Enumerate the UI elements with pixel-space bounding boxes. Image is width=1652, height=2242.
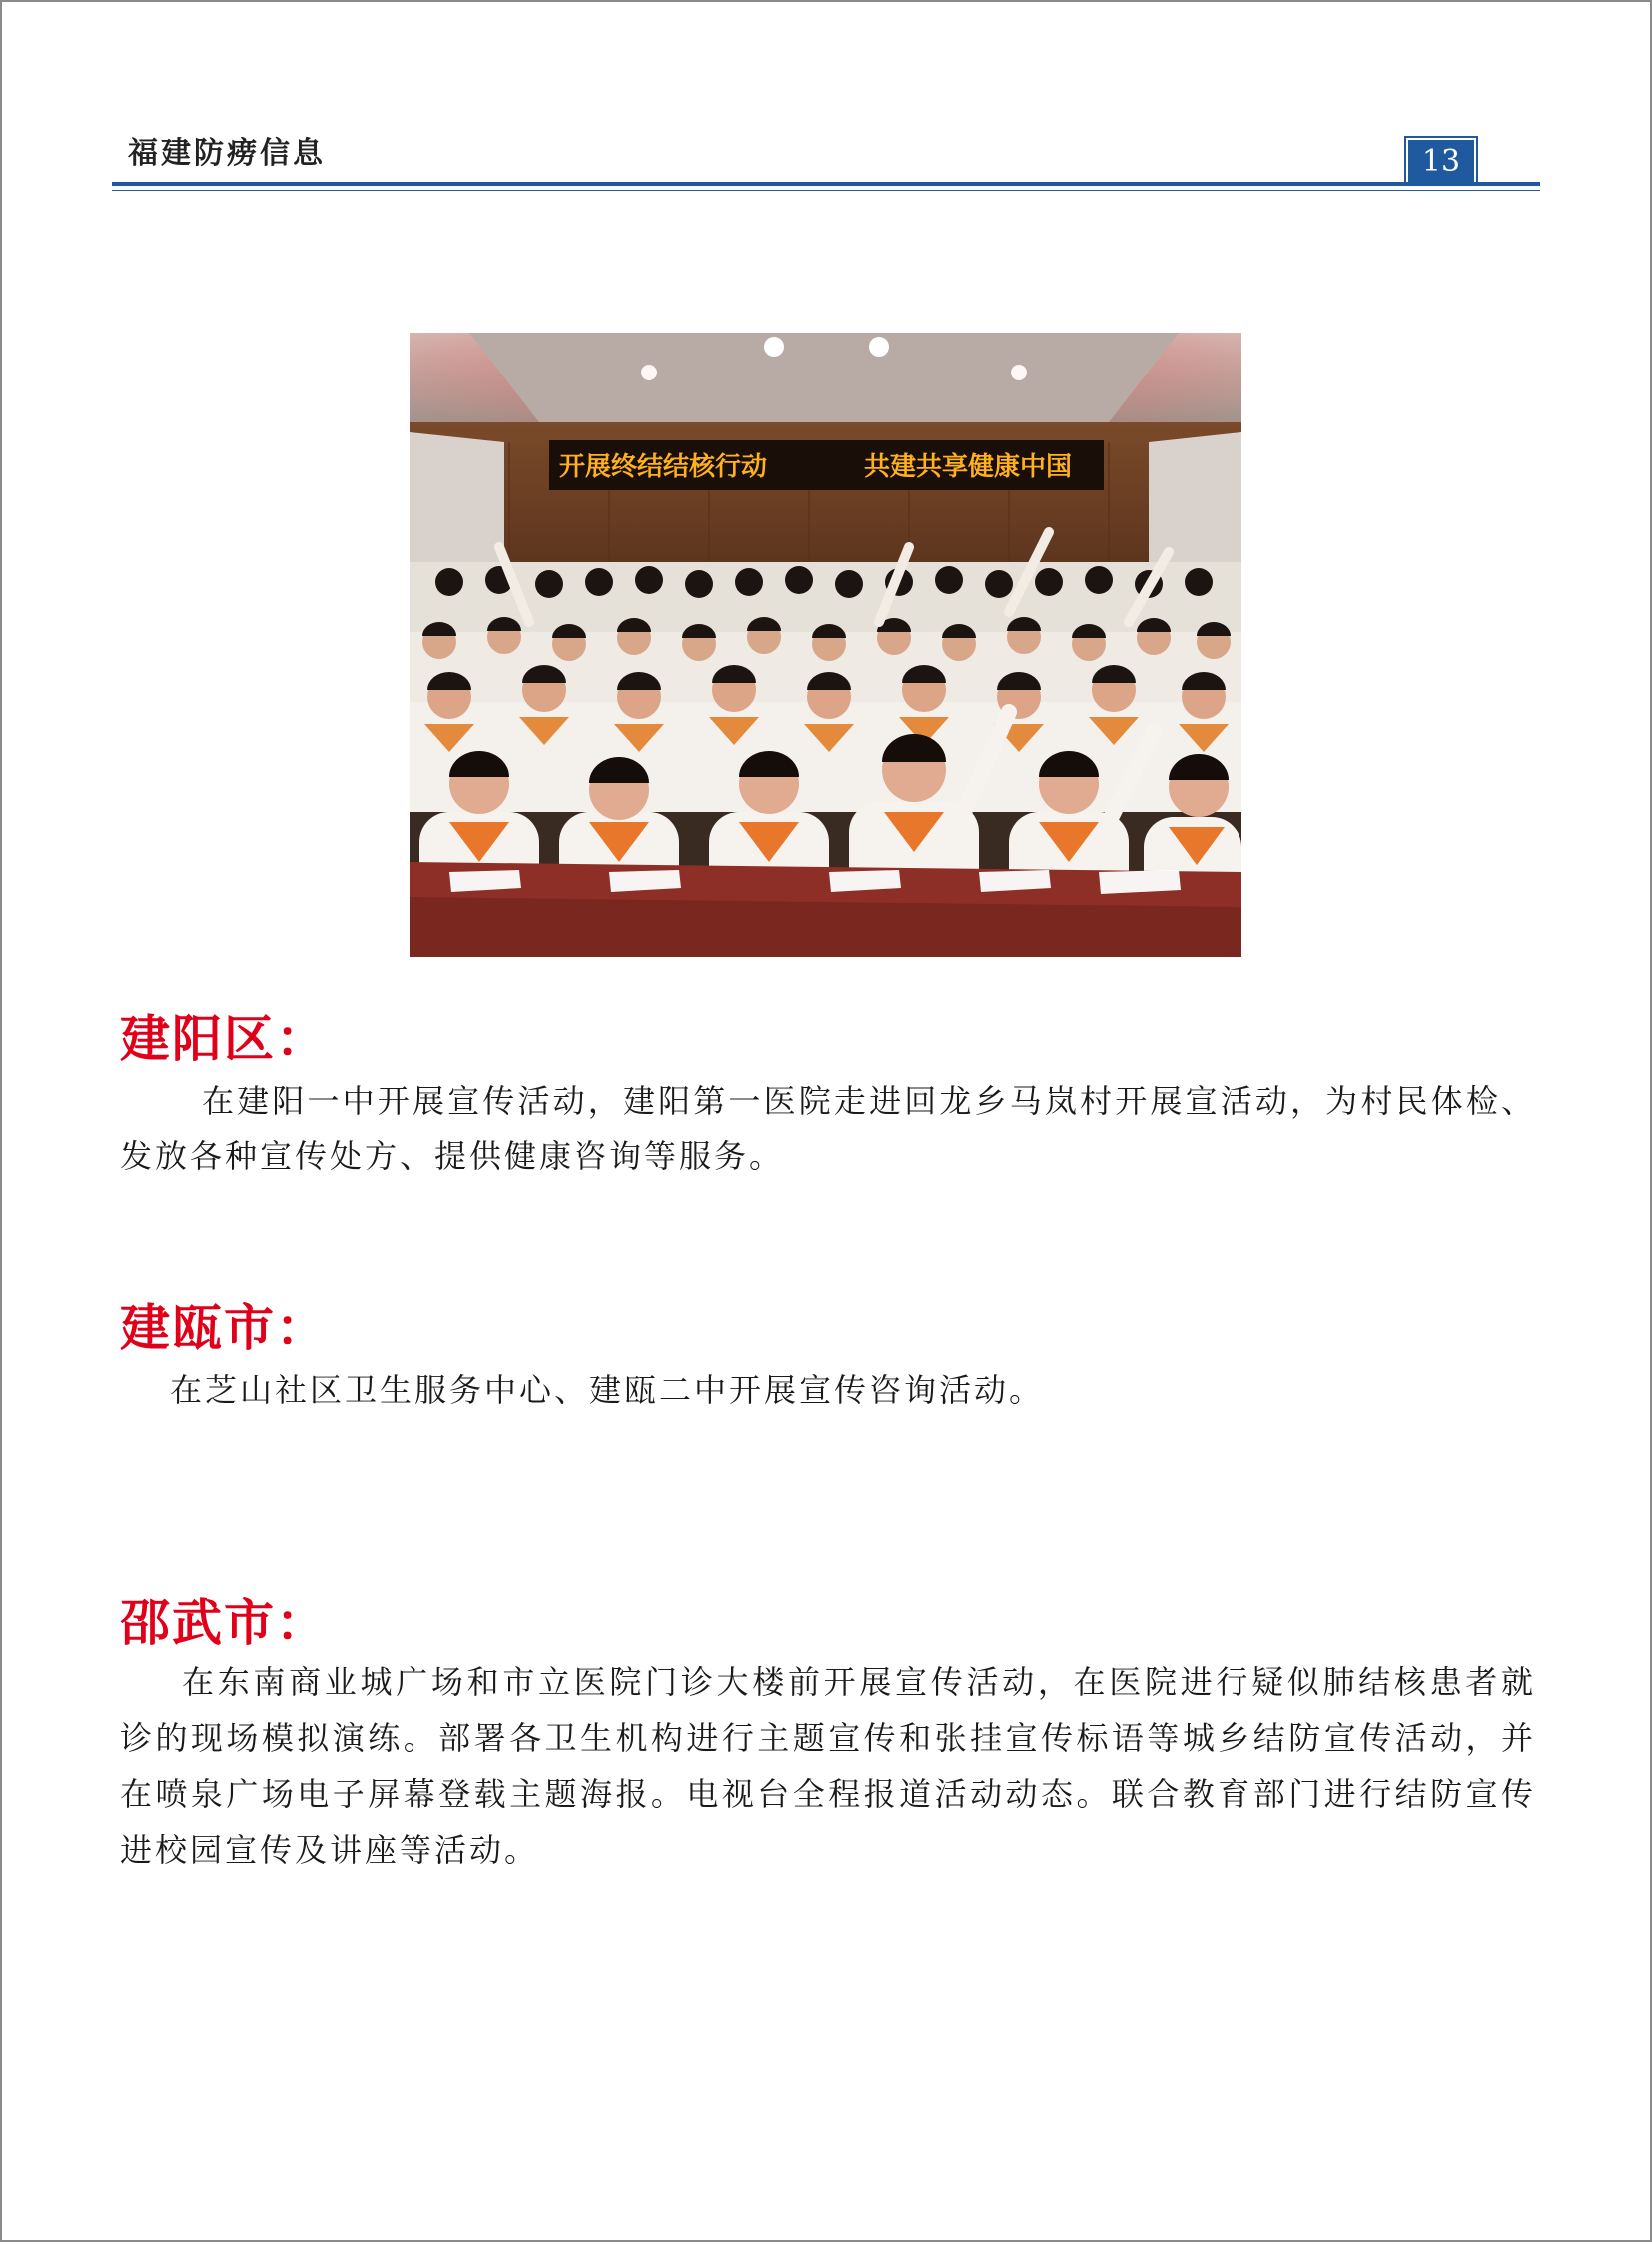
ceiling-light [764,337,784,357]
section-body-jianyang: 在建阳一中开展宣传活动，建阳第一医院走进回龙乡马岚村开展宣活动，为村民体检、发放各种宣传处方、提供健康咨询等服务。 [120,1082,1536,1175]
ceiling-light [1011,365,1027,380]
header-rule [112,182,1540,186]
section-heading-jianyang: 建阳区： [120,1009,328,1068]
page-number: 13 [1406,138,1476,184]
section-heading-shaowu: 邵武市： [120,1593,328,1652]
publication-title: 福建防痨信息 [128,136,326,171]
ceiling-light [641,365,657,380]
section-body-jianou: 在芝山社区卫生服务中心、建瓯二中开展宣传咨询活动。 [170,1371,1045,1409]
event-photo [410,333,1241,957]
section-heading-jianou: 建瓯市： [120,1298,328,1357]
banner-right-text: 共建共享健康中国 [864,452,1073,482]
section-body-shaowu: 在东南商业城广场和市立医院门诊大楼前开展宣传活动，在医院进行疑似肺结核患者就诊的现场模拟演练。部署各卫生机构进行主题宣传和张挂宣传标语等城乡结防宣传活动，并在喷泉广场电子屏幕登载主题海报。电视台全程报道活动动态。联合教育部门进行结防宣传进校园宣传及讲座等活动。 [120,1663,1536,1868]
banner-left-text: 开展终结结核行动 [559,452,768,482]
audience [410,532,1241,902]
ceiling-light [869,337,889,357]
header-rule-thin [112,190,1540,191]
